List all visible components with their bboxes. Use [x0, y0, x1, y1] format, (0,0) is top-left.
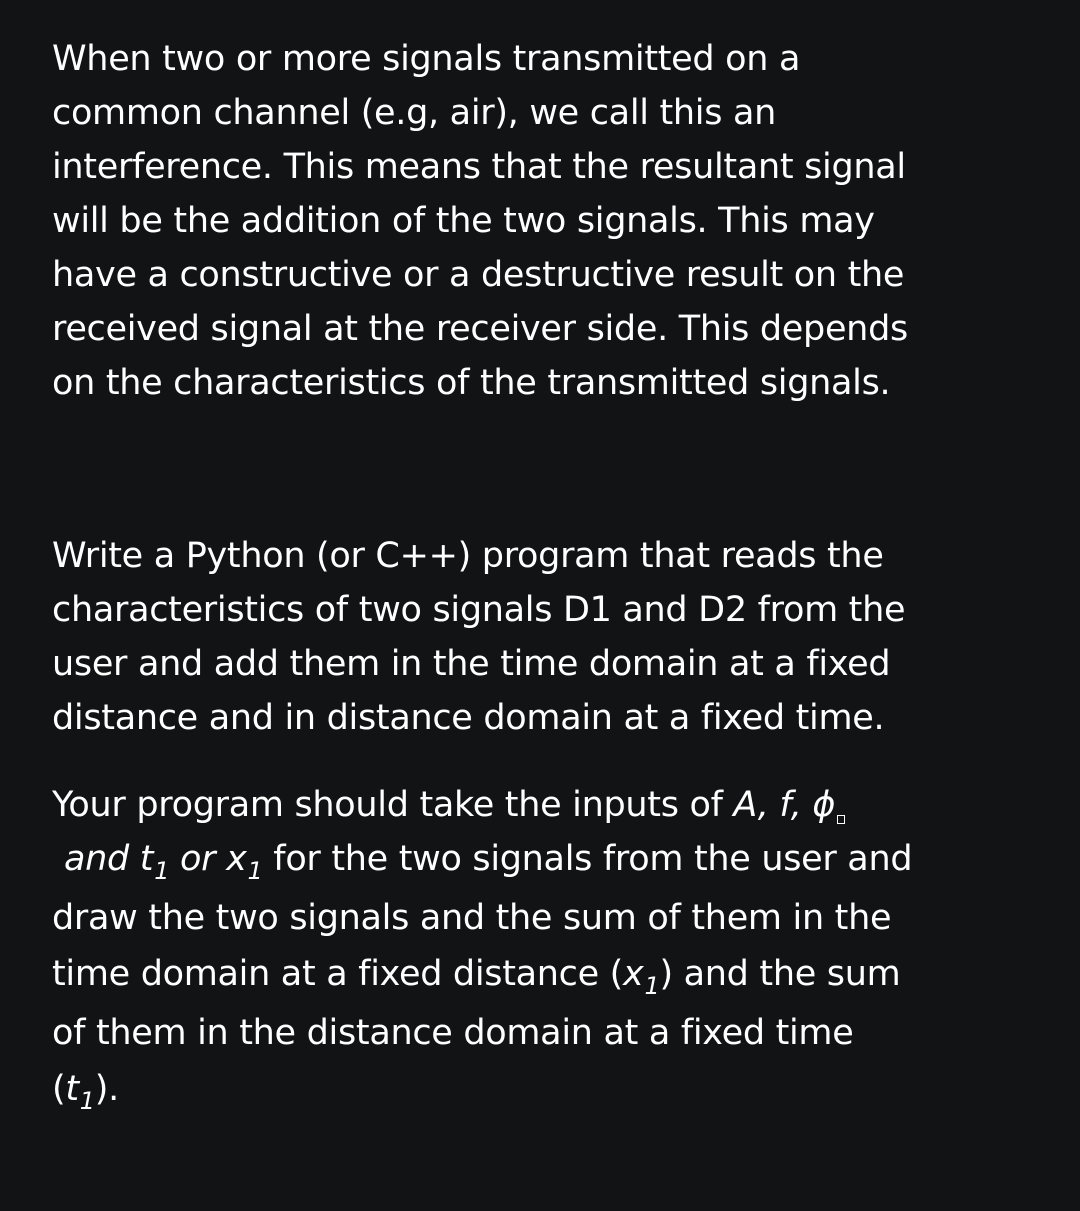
text-line: of them in the distance domain at a fixed time	[52, 1013, 854, 1053]
math-variable: t	[139, 839, 154, 879]
paragraph-interference-intro	[52, 32, 1042, 410]
inline-text: ) and the sum	[659, 954, 901, 994]
text-line: distance and in distance domain at a fixed time.	[52, 698, 885, 738]
text-line: will be the addition of the two signals. This may	[52, 201, 875, 241]
text-line: have a constructive or a destructive result on the	[52, 255, 905, 295]
math-subscript: 1	[154, 857, 170, 885]
text-line: Write a Python (or C++) program that reads the	[52, 536, 884, 576]
text-line: interference. This means that the resultant signal	[52, 147, 906, 187]
paragraph-program-requirements	[52, 778, 1042, 1119]
document-body	[52, 32, 1042, 1119]
text-line: common channel (e.g, air), we call this an	[52, 93, 777, 133]
math-variables: A, f, ϕ	[733, 785, 836, 825]
math-variable: x	[623, 954, 644, 994]
text-line: When two or more signals transmitted on a	[52, 39, 801, 79]
text-line: draw the two signals and the sum of them in the	[52, 898, 892, 938]
text-line: characteristics of two signals D1 and D2 from the	[52, 590, 906, 630]
math-subscript: 1	[644, 972, 660, 1000]
math-text: and	[64, 839, 140, 879]
paragraph-task-description	[52, 529, 1042, 745]
missing-glyph-icon	[837, 815, 845, 824]
math-subscript: 1	[79, 1087, 95, 1115]
math-text: or	[169, 839, 227, 879]
text-line: on the characteristics of the transmitted signals.	[52, 363, 891, 403]
inline-text: for the two signals from the user and	[262, 839, 913, 879]
inline-text: Your program should take the inputs of	[52, 785, 734, 825]
text-line	[52, 832, 1042, 889]
text-line	[52, 947, 1042, 1004]
math-variable: t	[65, 1069, 79, 1109]
text-line	[52, 778, 1042, 832]
text-line: received signal at the receiver side. This depends	[52, 309, 908, 349]
inline-text: time domain at a fixed distance (	[52, 954, 624, 994]
math-subscript: 1	[247, 857, 263, 885]
inline-text: (	[52, 1069, 66, 1109]
text-line	[52, 1062, 1042, 1119]
text-line: user and add them in the time domain at a fixed	[52, 644, 891, 684]
math-variable: x	[226, 839, 247, 879]
inline-text: ).	[94, 1069, 119, 1109]
